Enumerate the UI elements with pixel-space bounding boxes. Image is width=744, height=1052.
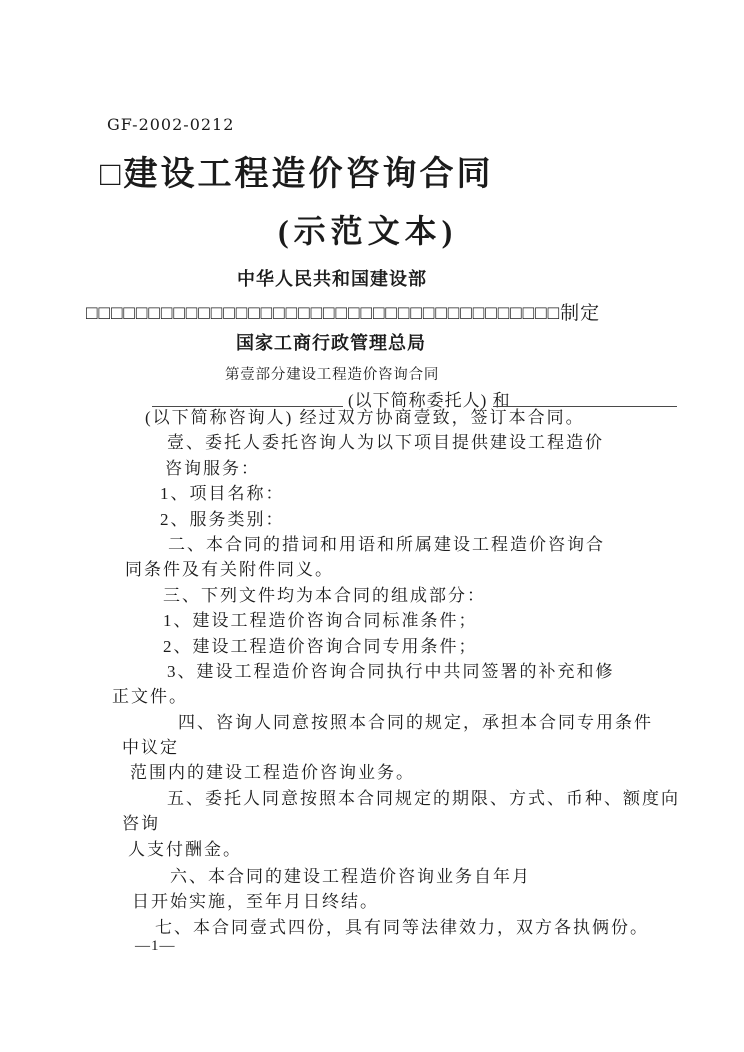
issuer-ministry-line: 中华人民共和国建设部 — [237, 269, 427, 289]
body-line: 六、本合同的建设工程造价咨询业务自年月 — [170, 867, 531, 887]
document-subtitle: (示范文本) — [278, 213, 458, 249]
body-line: 三、下列文件均为本合同的组成部分： — [163, 585, 486, 605]
body-line: 正文件。 — [112, 687, 188, 707]
body-line: 1、项目名称： — [160, 484, 285, 504]
client-name-blank-field[interactable] — [152, 386, 343, 407]
body-line: 中议定 — [122, 738, 179, 758]
body-line: 1、建设工程造价咨询合同标准条件； — [163, 611, 478, 631]
body-line: 二、本合同的措词和用语和所属建设工程造价咨询合 — [168, 534, 605, 554]
page-number: —1— — [135, 938, 176, 954]
body-line: (以下简称咨询人) 经过双方协商壹致，签订本合同。 — [145, 408, 585, 427]
body-line: 同条件及有关附件同义。 — [125, 560, 334, 580]
contract-body — [0, 405, 744, 940]
body-line: 七、本合同壹式四份，具有同等法律效力，双方各执俩份。 — [155, 917, 649, 937]
document-title: □建设工程造价咨询合同 — [100, 156, 494, 193]
body-line: 3、建设工程造价咨询合同执行中共同签署的补充和修 — [167, 661, 615, 681]
body-line: 2、服务类别： — [160, 509, 285, 529]
issuer-administration-line: 国家工商行政管理总局 — [236, 333, 426, 353]
body-line: 范围内的建设工程造价咨询业务。 — [130, 763, 415, 783]
body-line: 四、咨询人同意按照本合同的规定，承担本合同专用条件 — [178, 712, 653, 732]
doc-code: GF-2002-0212 — [107, 115, 235, 134]
part-heading: 第壹部分建设工程造价咨询合同 — [225, 367, 440, 383]
client-label: (以下简称委托人) 和 — [348, 391, 511, 410]
body-line: 五、委托人同意按照本合同规定的期限、方式、币种、额度向 — [167, 788, 680, 808]
body-line: 人支付酬金。 — [128, 839, 242, 859]
body-line: 咨询 — [122, 814, 160, 834]
body-line: 2、建设工程造价咨询合同专用条件； — [163, 636, 478, 656]
consultant-name-blank-field[interactable] — [493, 386, 677, 407]
body-line: 日开始实施，至年月日终结。 — [132, 892, 379, 912]
body-line: 咨询服务： — [165, 458, 260, 478]
corrupted-glyph-line: □□□□□□□□□□□□□□□□□□□□□□□□□□□□□□□□□□□□□□制定 — [86, 303, 601, 324]
body-line: 壹、委托人委托咨询人为以下项目提供建设工程造价 — [167, 433, 604, 453]
